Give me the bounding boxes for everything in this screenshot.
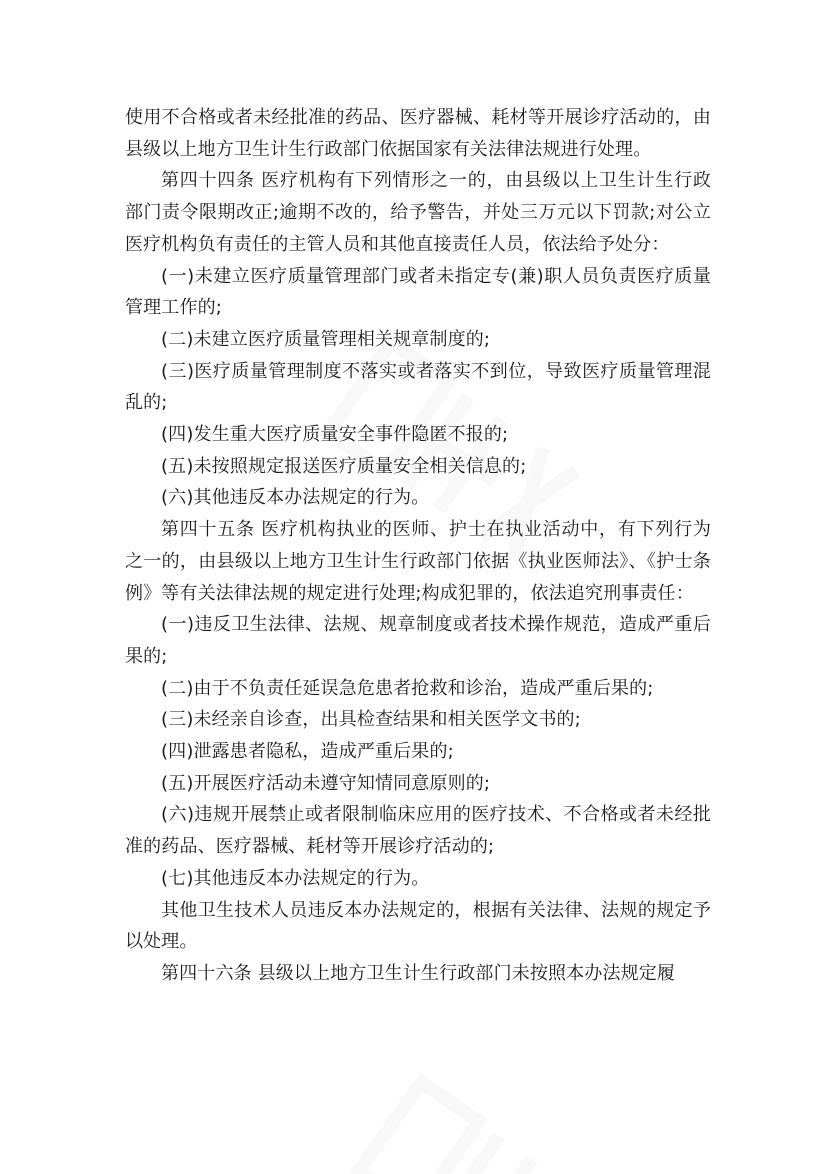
article-45-item-7: (七)其他违反本办法规定的行为。 <box>161 867 430 889</box>
article-44-item-1: (一)未建立医疗质量管理部门或者未指定专(兼)职人员负责医疗质量管理工作的; <box>125 265 711 319</box>
article-44: 第四十四条 医疗机构有下列情形之一的，由县级以上卫生计生行政部门责令限期改正;逾期不改的，给予警告，并处三万元以下罚款;对公立医疗机构负有责任的主管人员和其他直接责任人员，依法给予处分： <box>125 170 711 255</box>
document-body <box>125 102 711 990</box>
paragraph-continuation: 使用不合格或者未经批准的药品、医疗器械、耗材等开展诊疗活动的，由县级以上地方卫生计生行政部门依据国家有关法律法规进行处理。 <box>125 107 711 160</box>
watermark-stamp-bottom <box>330 1040 630 1174</box>
article-46: 第四十六条 县级以上地方卫生计生行政部门未按照本办法规定履 <box>161 962 676 984</box>
article-45-item-5: (五)开展医疗活动未遵守知情同意原则的; <box>161 772 491 794</box>
article-45-item-4: (四)泄露患者隐私，造成严重后果的; <box>161 741 454 763</box>
article-44-item-6: (六)其他违反本办法规定的行为。 <box>161 487 430 509</box>
article-45-item-1: (一)违反卫生法律、法规、规章制度或者技术操作规范，造成严重后果的; <box>125 614 711 667</box>
article-45: 第四十五条 医疗机构执业的医师、护士在执业活动中，有下列行为之一的，由县级以上地方卫生计生行政部门依据《执业医师法》、《护士条例》等有关法律法规的规定进行处理;构成犯罪的，依法追究刑事责任： <box>125 519 711 604</box>
article-45-item-6: (六)违规开展禁止或者限制临床应用的医疗技术、不合格或者未经批准的药品、医疗器械、耗材等开展诊疗活动的; <box>125 804 711 858</box>
article-44-item-2: (二)未建立医疗质量管理相关规章制度的; <box>161 328 491 350</box>
article-45-other-staff: 其他卫生技术人员违反本办法规定的，根据有关法律、法规的规定予以处理。 <box>125 899 711 953</box>
article-45-item-3: (三)未经亲自诊查，出具检查结果和相关医学文书的; <box>161 709 581 731</box>
article-44-item-4: (四)发生重大医疗质量安全事件隐匿不报的; <box>161 424 509 446</box>
article-45-item-2: (二)由于不负责任延误急危患者抢救和诊治，造成严重后果的; <box>161 677 654 699</box>
article-44-item-3: (三)医疗质量管理制度不落实或者落实不到位，导致医疗质量管理混乱的; <box>125 360 711 414</box>
article-44-item-5: (五)未按照规定报送医疗质量安全相关信息的; <box>161 455 527 477</box>
